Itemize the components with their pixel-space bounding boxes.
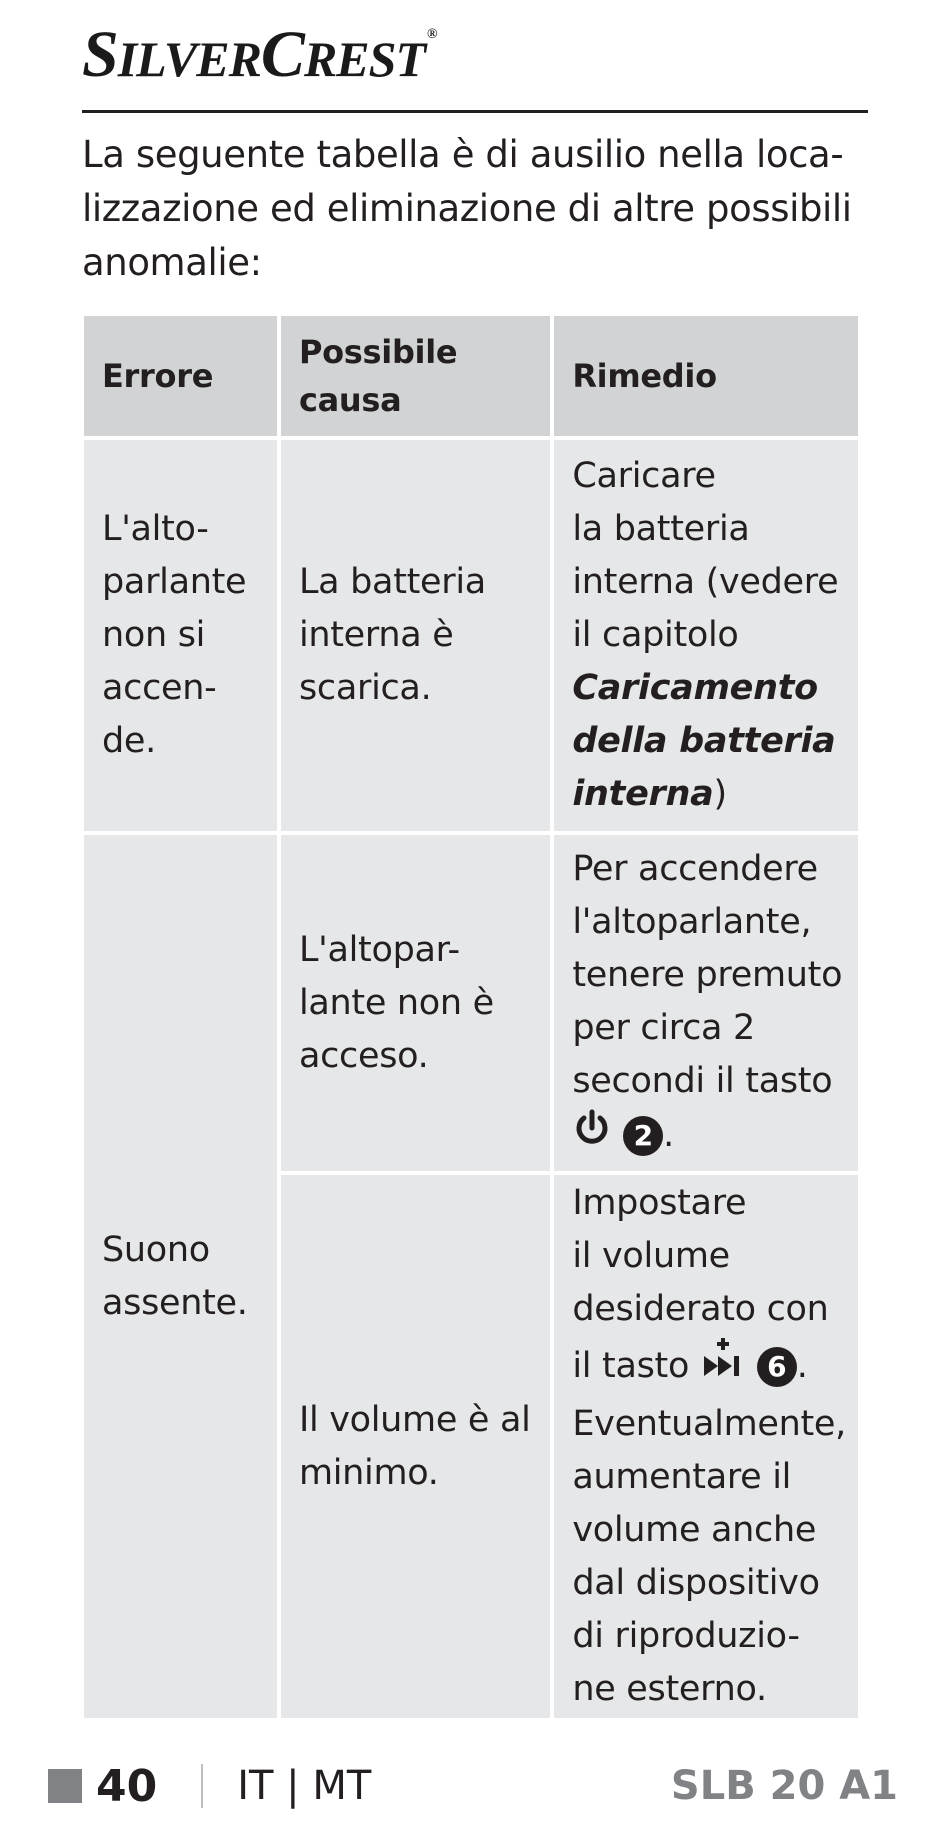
cell-line: non si <box>102 615 206 655</box>
chapter-ref: della batteria <box>572 721 836 761</box>
header-rule <box>82 110 868 113</box>
cell-line: Caricare <box>572 456 716 496</box>
chapter-ref: Caricamento <box>572 668 818 708</box>
cell-line: La batteria <box>298 562 486 602</box>
table-row <box>84 440 858 831</box>
registered-mark: ® <box>427 27 437 42</box>
cell-line: l'altoparlante, <box>572 901 812 942</box>
intro-line: lizzazione ed eliminazione di altre possibili <box>82 187 852 230</box>
header-causa-line: Possibile <box>298 333 458 371</box>
badge-6: 6 <box>757 1347 797 1387</box>
cell-text: ) <box>713 774 727 814</box>
cell-line: Suono <box>102 1229 210 1270</box>
cell-line: il volume <box>572 1236 730 1276</box>
cell-line: Impostare <box>572 1183 747 1223</box>
cell-rimedio <box>554 1175 858 1718</box>
footer-divider <box>201 1764 203 1808</box>
cell-text: il tasto <box>572 1346 690 1386</box>
cell-line: L'altopar- <box>298 929 460 970</box>
cell-line: ne esterno. <box>572 1669 767 1709</box>
cell-line: secondi il tasto <box>572 1060 833 1101</box>
cell-line <box>572 1108 850 1164</box>
cell-line: desiderato con <box>572 1289 829 1329</box>
cell-causa <box>281 440 550 831</box>
language-codes: IT | MT <box>237 1763 372 1809</box>
page-footer <box>48 1756 898 1816</box>
badge-2: 2 <box>623 1116 663 1156</box>
cell-line: Eventualmente, <box>572 1404 846 1444</box>
cell-text: . <box>796 1346 808 1386</box>
cell-rimedio <box>554 835 858 1171</box>
intro-line: anomalie: <box>82 241 262 284</box>
cell-line: lante non è <box>298 982 494 1023</box>
cell-line: L'alto- <box>102 509 209 549</box>
cell-line: assente. <box>102 1282 248 1323</box>
cell-line: accen- <box>102 668 217 708</box>
header-causa <box>281 316 550 436</box>
header-errore: Errore <box>84 316 277 436</box>
brand-logo <box>82 14 437 91</box>
cell-line: volume anche <box>572 1510 817 1550</box>
cell-line: Per accendere <box>572 848 818 889</box>
cell-line: di riproduzio- <box>572 1616 800 1656</box>
volume-up-next-icon <box>700 1336 746 1398</box>
cell-rimedio <box>554 440 858 831</box>
intro-paragraph <box>82 128 872 290</box>
cell-line <box>572 1336 850 1398</box>
header-causa-line: causa <box>298 381 402 419</box>
cell-line: minimo. <box>298 1452 439 1493</box>
cell-line: aumentare il <box>572 1457 792 1497</box>
model-number: SLB 20 A1 <box>670 1763 898 1809</box>
intro-line: La seguente tabella è di ausilio nella loca- <box>82 133 844 176</box>
cell-line: il capitolo <box>572 615 739 655</box>
table-row <box>84 835 858 1171</box>
cell-line: parlante <box>102 562 247 602</box>
table-header-row <box>84 316 858 436</box>
cell-line: acceso. <box>298 1035 429 1076</box>
cell-line: la batteria <box>572 509 750 549</box>
cell-line: dal dispositivo <box>572 1563 820 1603</box>
cell-line: Il volume è al <box>298 1399 531 1440</box>
header-rimedio: Rimedio <box>554 316 858 436</box>
cell-causa <box>281 1175 550 1718</box>
cell-line: interna è <box>298 615 454 655</box>
cell-line: interna (vedere <box>572 562 839 602</box>
cell-line: tenere premuto <box>572 954 843 995</box>
brand-wordmark: SILVERCREST ® <box>82 18 437 91</box>
troubleshooting-table <box>80 312 862 1722</box>
cell-errore <box>84 440 277 831</box>
page-number: 40 <box>96 1760 158 1812</box>
cell-text: . <box>663 1114 674 1155</box>
cell-line: de. <box>102 721 156 761</box>
cell-line: scarica. <box>298 668 432 708</box>
cell-line: per circa 2 <box>572 1007 755 1048</box>
page-marker-square <box>48 1769 82 1803</box>
cell-errore <box>84 835 277 1718</box>
power-icon <box>572 1108 612 1164</box>
cell-causa <box>281 835 550 1171</box>
chapter-ref: interna <box>572 774 714 814</box>
